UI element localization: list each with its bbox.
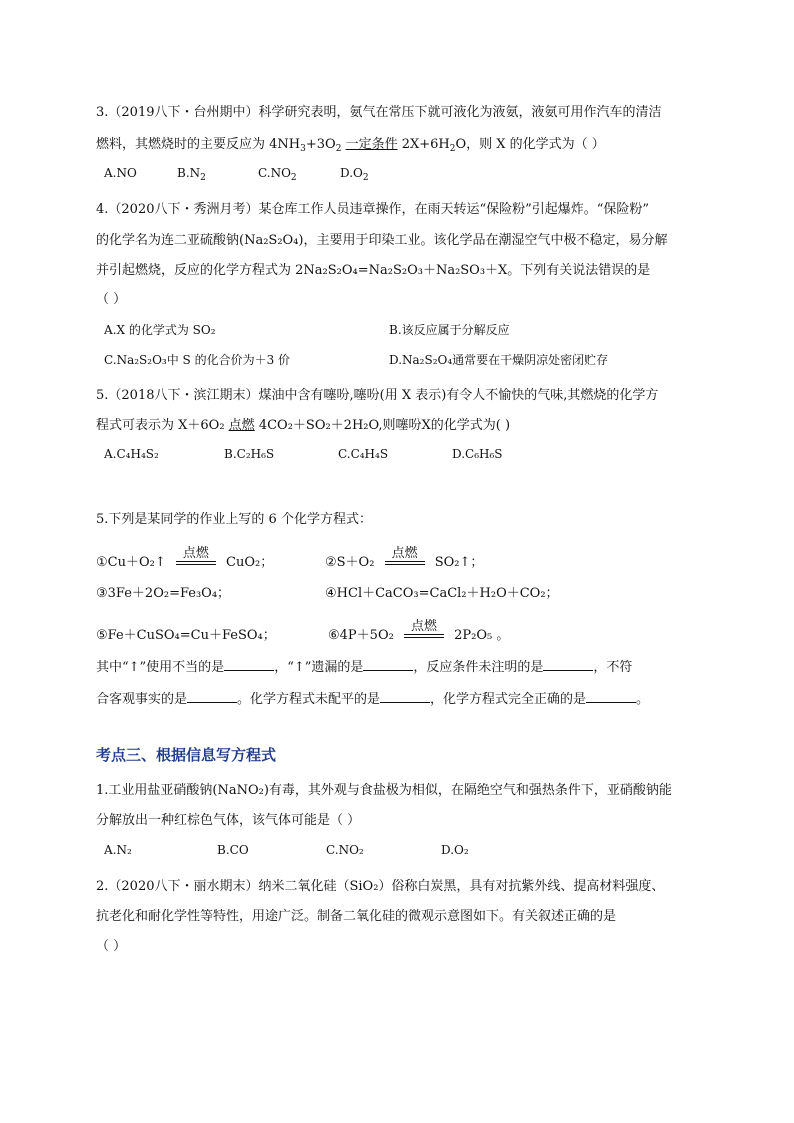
- q3-option-d: $D.O_2$: [340, 166, 369, 183]
- q4-option-c: C.Na₂S₂O₃中 S 的化合价为＋3 价: [104, 353, 291, 367]
- q5-option-d: D.C₆H₆S: [452, 447, 503, 461]
- q4-line1: 4.（2020八下・秀洲月考）某仓库工作人员违章操作，在雨天转运“保险粉”引起爆炸。“保险粉”: [96, 202, 650, 217]
- q6-equation-1: ①Cu＋O₂↑ 点燃 CuO₂；: [96, 551, 273, 570]
- q5-option-b: B.C₂H₆S: [224, 447, 275, 461]
- q6-intro: 5.下列是某同学的作业上写的 6 个化学方程式：: [96, 512, 372, 527]
- s3q1-option-d: D.O₂: [441, 843, 469, 857]
- answer-blank-1[interactable]: [224, 658, 274, 671]
- q5-condition: 点燃: [228, 418, 255, 433]
- answer-blank-3[interactable]: [543, 658, 593, 671]
- q6-eq1-condition: 点燃: [182, 546, 209, 561]
- s3q1-option-c: C.NO₂: [326, 843, 364, 857]
- q4-line4: （ ）: [96, 292, 127, 307]
- s3q1-line1: 1.工业用盐亚硝酸钠(NaNO₂)有毒，其外观与食盐极为相似，在隔绝空气和强热条件下，亚硝酸钠能: [96, 783, 672, 798]
- answer-blank-4[interactable]: [187, 690, 237, 703]
- q4-option-d: D.Na₂S₂O₄通常要在干燥阴凉处密闭贮存: [389, 353, 609, 367]
- s3q2-line1: 2.（2020八下・丽水期末）纳米二氧化硅（SiO₂）俗称白炭黑，具有对抗紫外线、提高材料强度、: [96, 879, 665, 894]
- s3q1-option-b: B.CO: [217, 843, 249, 857]
- s3q1-line2: 分解放出一种红棕色气体，该气体可能是（ ）: [96, 813, 361, 828]
- q5-line1: 5.（2018八下・滨江期末）煤油中含有噻吩,噻吩(用 X 表示)有令人不愉快的气味,其燃烧的化学方: [96, 388, 659, 403]
- q3-condition: 一定条件: [345, 137, 398, 152]
- s3q1-option-a: A.N₂: [104, 843, 132, 857]
- q4-option-b: B.该反应属于分解反应: [389, 323, 510, 337]
- q3-option-b: $B.N_2$: [177, 166, 206, 183]
- q6-equation-3: ③3Fe＋2O₂=Fe₃O₄；: [96, 586, 231, 601]
- q5-option-a: A.C₄H₄S₂: [104, 447, 159, 461]
- q3-line1: 3.（2019八下・台州期中）科学研究表明，氨气在常压下就可液化为液氨，液氨可用作汽车的清洁: [96, 105, 662, 120]
- q6-equation-6: ⑥4P＋5O₂ 点燃 2P₂O₅ 。: [328, 624, 509, 643]
- q4-option-a: A.X 的化学式为 SO₂: [104, 323, 216, 337]
- q6-eq2-condition: 点燃: [391, 546, 418, 561]
- q3-option-c: $C.NO_2$: [258, 166, 297, 183]
- q6-eq6-condition: 点燃: [410, 619, 437, 634]
- q6-equation-5: ⑤Fe＋CuSO₄=Cu＋FeSO₄；: [96, 628, 276, 643]
- answer-blank-2[interactable]: [363, 658, 413, 671]
- q4-line2: 的化学名为连二亚硫酸钠(Na₂S₂O₄)，主要用于印染工业。该化学品在潮湿空气中极不稳定，易分解: [96, 233, 668, 248]
- q6-equation-4: ④HCl＋CaCO₃=CaCl₂＋H₂O＋CO₂；: [325, 586, 559, 601]
- answer-blank-6[interactable]: [586, 690, 636, 703]
- section-heading: 考点三、根据信息写方程式: [96, 746, 277, 764]
- q5-option-c: C.C₄H₄S: [338, 447, 389, 461]
- q6-question-line1: 其中“↑”使用不当的是 ，“↑”遗漏的是 ，反应条件未注明的是 ，不符: [96, 660, 633, 675]
- s3q2-line3: （ ）: [96, 939, 127, 954]
- q5-line2: 程式可表示为 X＋6O₂ 点燃 4CO₂＋SO₂＋2H₂O,则噻吩X的化学式为( ): [96, 418, 511, 433]
- answer-blank-5[interactable]: [380, 690, 430, 703]
- q6-question-line2: 合客观事实的是 。化学方程式未配平的是 ，化学方程式完全正确的是 。: [96, 692, 650, 707]
- q4-line3: 并引起燃烧，反应的化学方程式为 2Na₂S₂O₄=Na₂S₂O₃＋Na₂SO₃＋X。下列有关说法错误的是: [96, 263, 651, 278]
- s3q2-line2: 抗老化和耐化学性等特性，用途广泛。制备二氧化硅的微观示意图如下。有关叙述正确的是: [96, 909, 617, 924]
- q3-option-a: A.NO: [104, 166, 137, 180]
- q6-equation-2: ②S＋O₂ 点燃 SO₂↑；: [325, 551, 483, 570]
- q3-line2: 燃料，其燃烧时的主要反应为 $4NH_3+3O_2$ 一定条件 $2X+6H_2O$，则 X 的化学式为（ ）: [96, 137, 605, 154]
